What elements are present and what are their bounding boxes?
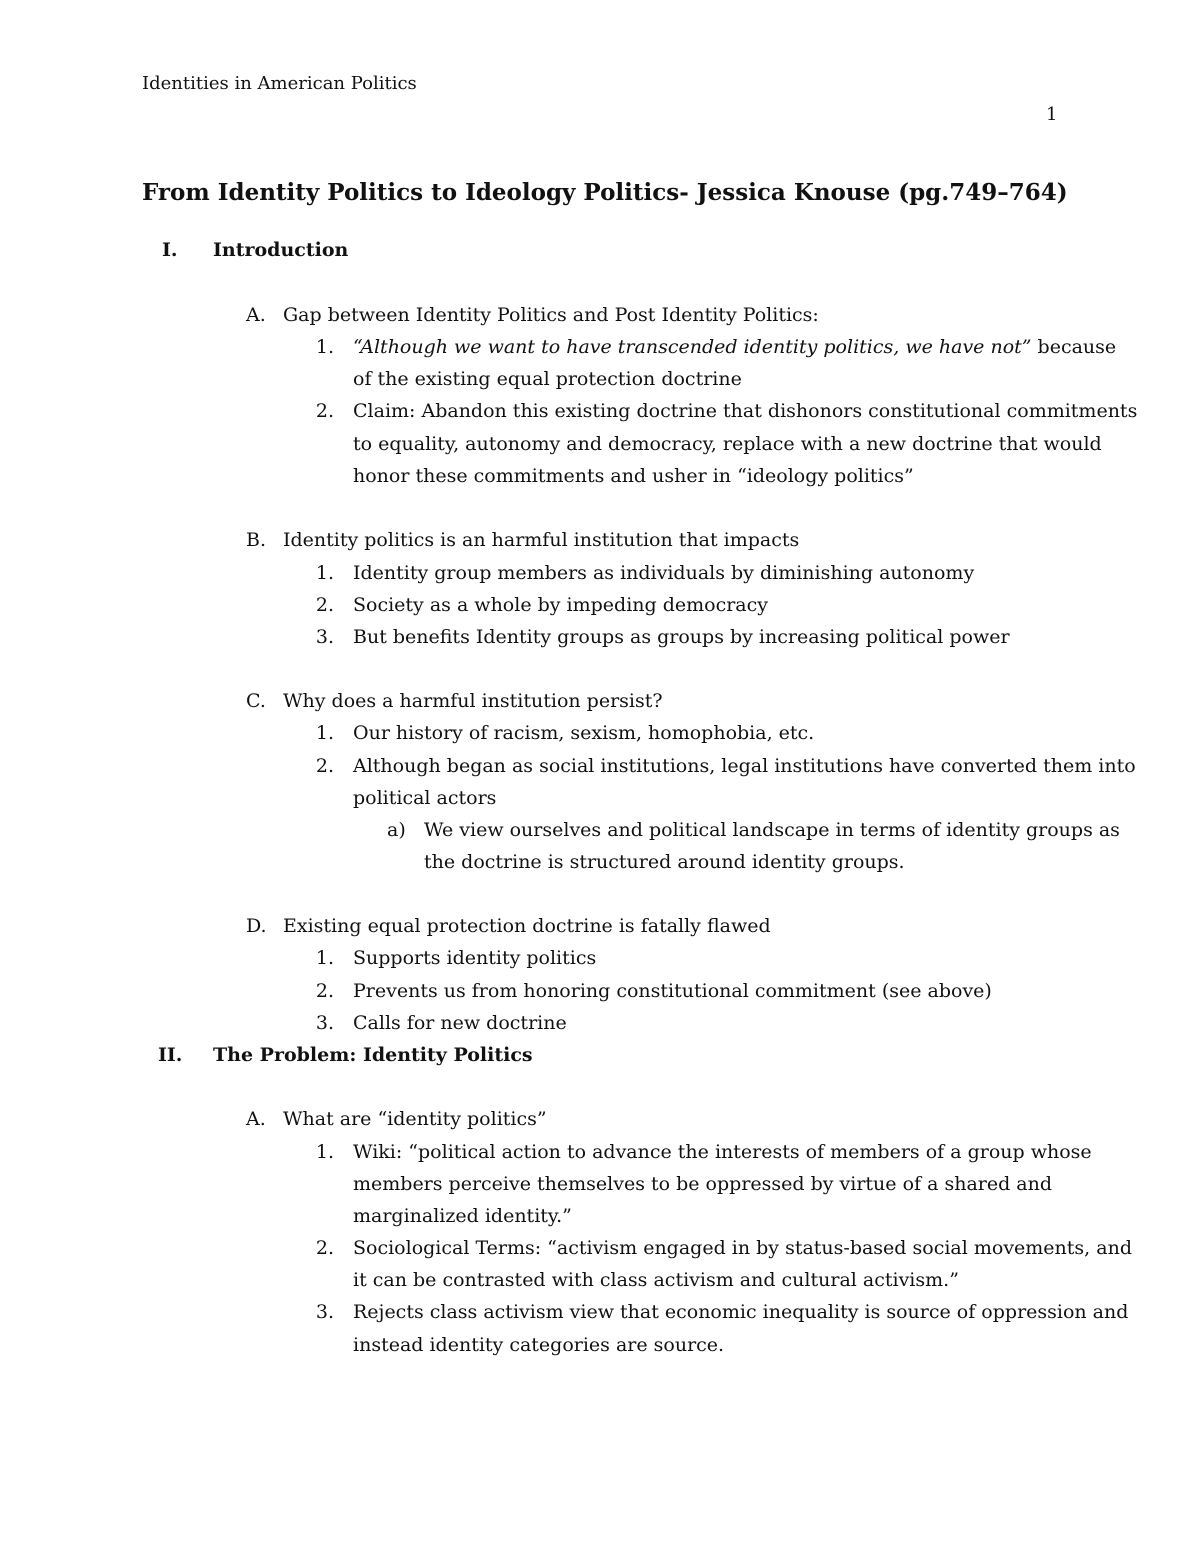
list-number: 1. (315, 1141, 334, 1163)
list-item-text: Although began as social institutions, legal institutions have converted them into (353, 755, 1136, 777)
sub-list-marker: a) (387, 819, 406, 841)
list-item-text: Supports identity politics (353, 947, 597, 969)
list-number: 1. (315, 562, 334, 584)
outline-item-text: Why does a harmful institution persist? (283, 690, 663, 712)
list-item-text: But benefits Identity groups as groups by increasing political power (353, 626, 1010, 648)
page-number: 1 (1046, 104, 1058, 125)
list-number: 1. (315, 947, 334, 969)
document-title: From Identity Politics to Ideology Politics- Jessica Knouse (pg.749–764) (142, 179, 1068, 206)
list-item-continuation: it can be contrasted with class activism and cultural activism.” (353, 1269, 959, 1291)
list-item-continuation: members perceive themselves to be oppressed by virtue of a shared and (353, 1173, 1053, 1195)
list-item-continuation: instead identity categories are source. (353, 1334, 725, 1356)
list-item-text: Prevents us from honoring constitutional commitment (see above) (353, 980, 992, 1002)
outline-letter: A. (246, 304, 266, 326)
list-number: 2. (315, 980, 334, 1002)
list-item-text: Wiki: “political action to advance the interests of members of a group whose (353, 1141, 1092, 1163)
outline-item-text: Gap between Identity Politics and Post Identity Politics: (283, 304, 819, 326)
list-item-continuation: marginalized identity.” (353, 1205, 572, 1227)
section-numeral: I. (162, 239, 178, 261)
list-item-text: Society as a whole by impeding democracy (353, 594, 769, 616)
outline-item-text: Existing equal protection doctrine is fatally flawed (283, 915, 771, 937)
list-item-text: Our history of racism, sexism, homophobia, etc. (353, 722, 815, 744)
list-number: 2. (315, 755, 334, 777)
list-item-text: Calls for new doctrine (353, 1012, 567, 1034)
quote-text: “Although we want to have transcended identity politics, we have not” (353, 336, 1032, 358)
list-number: 3. (315, 626, 334, 648)
section-heading: The Problem: Identity Politics (213, 1044, 533, 1066)
list-number: 2. (315, 400, 334, 422)
list-number: 3. (315, 1301, 334, 1323)
list-item-continuation: political actors (353, 787, 497, 809)
outline-letter: D. (246, 915, 267, 937)
outline-letter: C. (246, 690, 266, 712)
section-numeral: II. (158, 1044, 183, 1066)
list-item-text: Claim: Abandon this existing doctrine that dishonors constitutional commitments (353, 400, 1138, 422)
list-number: 2. (315, 1237, 334, 1259)
outline-item-text: Identity politics is an harmful institution that impacts (283, 529, 800, 551)
list-item-continuation: to equality, autonomy and democracy, replace with a new doctrine that would (353, 433, 1102, 455)
list-item-text: Identity group members as individuals by diminishing autonomy (353, 562, 975, 584)
outline-letter: B. (246, 529, 267, 551)
list-item-text (353, 335, 1116, 359)
list-number: 1. (315, 722, 334, 744)
outline-item-text: What are “identity politics” (283, 1108, 547, 1130)
list-number: 2. (315, 594, 334, 616)
sub-list-text: We view ourselves and political landscape in terms of identity groups as (424, 819, 1120, 841)
running-header: Identities in American Politics (142, 73, 417, 94)
list-item-continuation: honor these commitments and usher in “ideology politics” (353, 465, 914, 487)
outline-letter: A. (246, 1108, 266, 1130)
sub-list-continuation: the doctrine is structured around identity groups. (424, 851, 905, 873)
list-item-text: Sociological Terms: “activism engaged in by status-based social movements, and (353, 1237, 1132, 1259)
section-heading: Introduction (213, 239, 349, 261)
quote-continuation: because (1031, 336, 1117, 358)
list-number: 3. (315, 1012, 334, 1034)
list-number: 1. (315, 336, 334, 358)
list-item-text: Rejects class activism view that economic inequality is source of oppression and (353, 1301, 1129, 1323)
list-item-continuation: of the existing equal protection doctrine (353, 368, 742, 390)
